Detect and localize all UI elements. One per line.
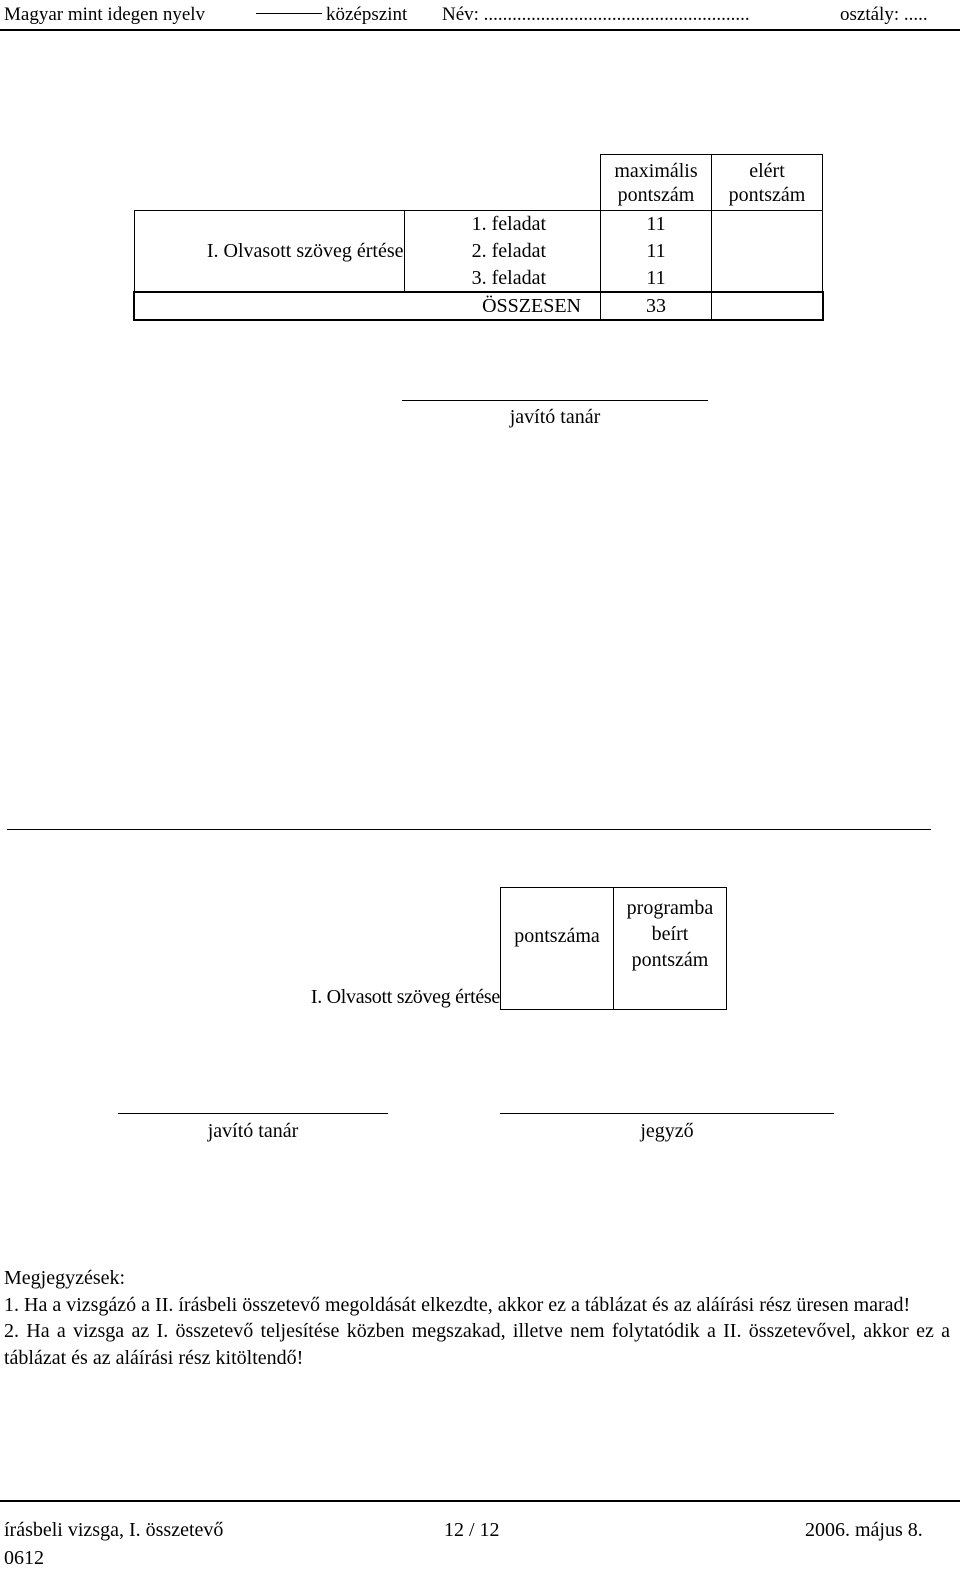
- header-class-field: osztály: .....: [840, 4, 928, 25]
- max-points-header: maximális pontszám: [601, 155, 712, 211]
- header-name-field: Név: ........................................................: [442, 4, 750, 25]
- task-3-label: 3. feladat: [404, 265, 601, 292]
- task-1-max: 11: [601, 211, 712, 238]
- signature-label-teacher: javító tanár: [509, 406, 601, 428]
- footer-left: írásbeli vizsga, I. összetevő: [4, 1519, 224, 1541]
- section-label: I. Olvasott szöveg értése: [134, 211, 404, 292]
- note-item: 1. Ha a vizsgázó a II. írásbeli összetevő megoldását elkezdte, akkor ez a táblázat és az aláírási rész üresen marad!: [4, 1293, 911, 1316]
- task-3-achieved[interactable]: [712, 265, 823, 292]
- section-divider: [7, 829, 931, 830]
- task-2-achieved[interactable]: [712, 238, 823, 265]
- task-1-label: 1. feladat: [404, 211, 601, 238]
- notes-title: Megjegyzések:: [4, 1267, 126, 1289]
- footer-date: 2006. május 8.: [805, 1519, 923, 1541]
- points-cell[interactable]: [501, 984, 614, 1010]
- total-label: ÖSSZESEN: [404, 292, 601, 320]
- signature-line-teacher-2[interactable]: [118, 1113, 388, 1114]
- notes: [4, 1265, 950, 1371]
- section2-label: I. Olvasott szöveg értése: [310, 985, 500, 1008]
- score-table: [133, 154, 824, 321]
- note-item: 2. Ha a vizsga az I. összetevő teljesítése közben megszakad, illetve nem folytatódik a II. összetevővel, akkor ez a táblázat és az aláírási rész kitöltendő!: [4, 1320, 950, 1369]
- header-dash: [256, 13, 322, 14]
- signature-line-notary[interactable]: [500, 1113, 834, 1114]
- program-score-table: [245, 887, 727, 1010]
- total-max: 33: [601, 292, 712, 320]
- task-3-max: 11: [601, 265, 712, 292]
- header-rule: [0, 29, 960, 31]
- header-subject: Magyar mint idegen nyelv: [4, 4, 206, 25]
- task-2-max: 11: [601, 238, 712, 265]
- task-1-achieved[interactable]: [712, 211, 823, 238]
- signature-line-teacher[interactable]: [402, 400, 708, 401]
- header-level: középszint: [326, 4, 408, 25]
- footer-rule: [0, 1500, 960, 1502]
- achieved-points-header: elért pontszám: [712, 155, 823, 211]
- task-2-label: 2. feladat: [404, 238, 601, 265]
- signature-label-teacher-2: javító tanár: [207, 1120, 299, 1142]
- program-points-cell[interactable]: [614, 984, 727, 1010]
- program-points-header: programba beírt pontszám: [614, 888, 727, 984]
- page-header: [0, 0, 960, 30]
- footer-page-number: 12 / 12: [444, 1519, 500, 1541]
- total-achieved[interactable]: [712, 292, 823, 320]
- footer-code: 0612: [4, 1547, 44, 1569]
- signature-label-notary: jegyző: [640, 1120, 694, 1142]
- points-header: pontszáma: [501, 888, 614, 984]
